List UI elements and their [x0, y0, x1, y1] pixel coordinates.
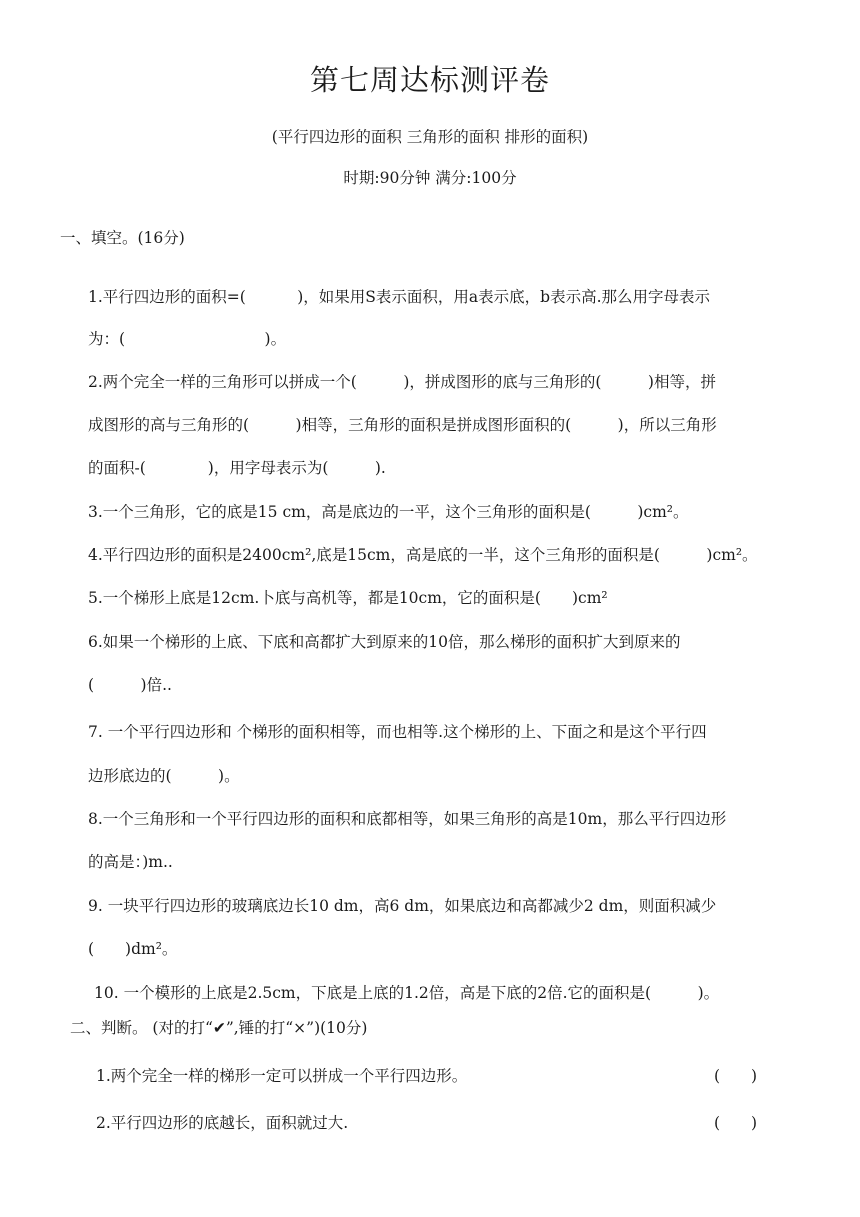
question-line: 的高是：)m.. — [88, 853, 173, 871]
page-subtitle: (平行四边形的面积 三角形的面积 排形的面积) — [271, 128, 589, 146]
section-heading-true-false: 二、判断。 (对的打“✔”,锤的打“×”)(10分) — [70, 1019, 368, 1037]
question-line: 为：( )。 — [88, 330, 287, 348]
question-line: ( )dm²。 — [88, 940, 178, 958]
question-line: 2.两个完全一样的三角形可以拼成一个( )，拼成图形的底与三角形的( )相等，拼 — [88, 373, 716, 391]
question-line: 10. 一个模形的上底是2.5cm，下底是上底的1.2倍，高是下底的2倍.它的面积是( )。 — [94, 984, 720, 1002]
judgement-item-text: 1.两个完全一样的梯形一定可以拼成一个平行四边形。 — [96, 1067, 468, 1085]
question-line: 4.平行四边形的面积是2400cm²,底是15cm，高是底的一半，这个三角形的面积是( )cm²。 — [88, 546, 758, 564]
question-line: 1.平行四边形的面积=( )，如果用S表示面积，用a表示底，b表示高.那么用字母表示 — [88, 288, 711, 306]
question-line: ( )倍.. — [88, 676, 172, 694]
question-line: 8.一个三角形和一个平行四边形的面积和底都相等，如果三角形的高是10m，那么平行四边形 — [88, 810, 727, 828]
question-line: 3.一个三角形，它的底是15 cm，高是底边的一平，这个三角形的面积是( )cm²。 — [88, 503, 689, 521]
question-line: 7. 一个平行四边形和 个梯形的面积相等，而也相等.这个梯形的上、下面之和是这个平行四 — [88, 723, 707, 741]
question-line: 9. 一块平行四边形的玻璃底边长10 dm，高6 dm，如果底边和高都减少2 dm，则面积减少 — [88, 897, 717, 915]
question-line: 6.如果一个梯形的上底、下底和高都扩大到原来的10倍，那么梯形的面积扩大到原来的 — [88, 633, 681, 651]
page-title: 第七周达标测评卷 — [309, 63, 550, 97]
question-line: 5.一个梯形上底是12cm.卜底与高机等，都是10cm，它的面积是( )cm² — [88, 589, 608, 607]
judgement-answer-blank[interactable]: ( ) — [714, 1114, 758, 1132]
judgement-item-text: 2.平行四边形的底越长，面积就过大. — [96, 1114, 349, 1132]
exam-meta: 时期:90分钟 满分:100分 — [343, 169, 517, 187]
question-line: 成图形的高与三角形的( )相等，三角形的面积是拼成图形面积的( )，所以三角形 — [88, 416, 717, 434]
question-line: 的面积-( )，用字母表示为( ). — [88, 459, 386, 477]
question-line: 边形底边的( )。 — [88, 767, 240, 785]
section-heading-fill-in: 一、填空。(16分) — [60, 229, 185, 247]
judgement-answer-blank[interactable]: ( ) — [714, 1067, 758, 1085]
